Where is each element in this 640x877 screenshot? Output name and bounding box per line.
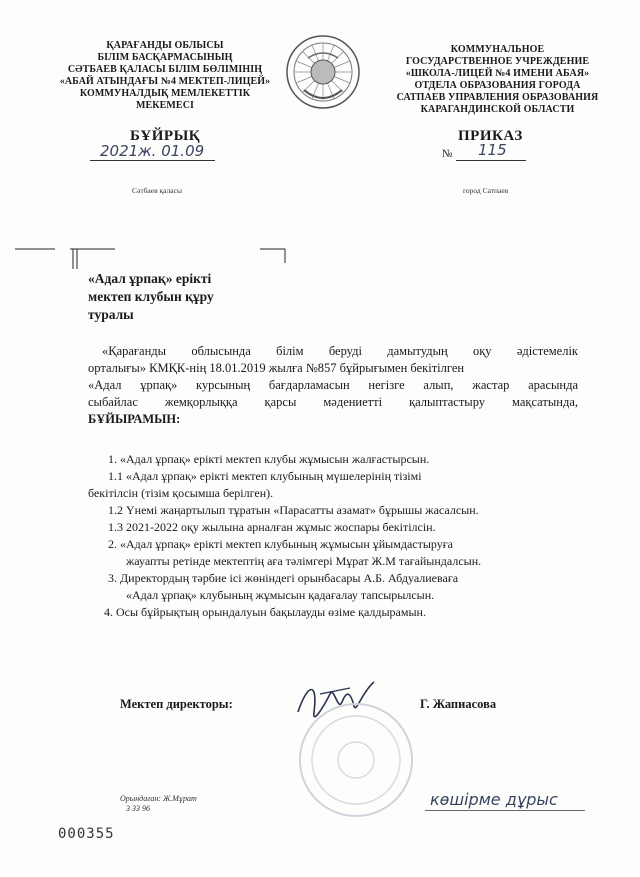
title-line: мектеп клубын құру: [88, 289, 214, 304]
order-items: [88, 451, 588, 621]
order-word: БҰЙЫРАМЫН:: [88, 412, 181, 426]
header-kz-line: «АБАЙ АТЫНДАҒЫ №4 МЕКТЕП-ЛИЦЕЙ»: [59, 76, 271, 87]
order-title: [88, 270, 214, 324]
order-item: 3. Директордың тәрбие ісі жөніндегі орынбасары А.Б. Абдуалиеваға: [108, 571, 459, 585]
order-item: 1.3 2021-2022 оқу жылына арналған жұмыс жоспары бекітілсін.: [108, 520, 436, 534]
header-ru-line: «ШКОЛА-ЛИЦЕЙ №4 ИМЕНИ АБАЯ»: [405, 68, 590, 79]
order-item: 4. Осы бұйрықтың орындалуын бақылауды өзіме қалдырамын.: [104, 605, 426, 619]
executor-phone: 3 33 96: [126, 804, 150, 813]
signature-label: Мектеп директоры:: [120, 697, 233, 711]
header-ru-line: КОММУНАЛЬНОЕ: [450, 44, 545, 55]
date-underline: [90, 160, 215, 161]
city-kz: Сәтбаев қаласы: [132, 186, 182, 195]
number-handwritten: 115: [478, 141, 507, 159]
number-prefix: №: [442, 148, 453, 160]
state-emblem-icon: [284, 30, 362, 114]
signature-name: Г. Жапиасова: [420, 697, 497, 711]
preamble-line: орталығы» КМҚК-нің 18.01.2019 жылға №857 бұйрығымен бекітілген: [88, 361, 465, 375]
header-kz-line: КОММУНАЛДЫҚ МЕМЛЕКЕТТІК: [79, 88, 251, 99]
doc-type-ru: ПРИКАЗ: [458, 128, 523, 144]
header-ru-line: КАРАГАНДИНСКОЙ ОБЛАСТИ: [420, 104, 575, 115]
serial-number: 000355: [58, 826, 115, 842]
executor-line: Орындаған: Ж.Мұрат: [120, 794, 197, 803]
order-item: 1.2 Үнемі жаңартылып тұратын «Парасатты азамат» бұрышы жасалсын.: [108, 503, 479, 517]
doc-type-kz: БҰЙРЫҚ: [130, 128, 201, 144]
seal-icon: [296, 700, 416, 820]
order-item: «Адал ұрпақ» клубының жұмысын қадағалау тапсырылсын.: [126, 588, 435, 602]
header-ru: [365, 44, 630, 116]
executor: [120, 794, 197, 814]
title-corner-marks: [15, 247, 295, 269]
header-ru-line: ОТДЕЛА ОБРАЗОВАНИЯ ГОРОДА: [414, 80, 581, 91]
order-item: 1. «Адал ұрпақ» ерікті мектеп клубы жұмысын жалғастырсын.: [108, 452, 430, 466]
title-line: «Адал ұрпақ» ерікті: [88, 271, 212, 286]
header-kz-line: МЕКЕМЕСІ: [135, 100, 195, 111]
order-item: жауапты ретінде мектептің аға тәлімгері Мұрат Ж.М тағайындалсын.: [126, 554, 482, 568]
header-ru-line: САТПАЕВ УПРАВЛЕНИЯ ОБРАЗОВАНИЯ: [396, 92, 599, 103]
copy-note-underline: [425, 810, 585, 811]
header-kz: [40, 40, 290, 112]
date-handwritten: 2021ж. 01.09: [100, 142, 205, 160]
preamble: [88, 343, 578, 428]
city-ru: город Сатпаев: [463, 186, 509, 195]
preamble-line: «Адал ұрпақ» курсының бағдарламасын негізге алып, жастар арасында: [88, 378, 578, 392]
copy-note-handwritten: көшірме дұрыс: [430, 790, 558, 809]
order-item: 1.1 «Адал ұрпақ» ерікті мектеп клубының мүшелерінің тізімі: [108, 469, 422, 483]
title-line: туралы: [88, 307, 134, 322]
header-kz-line: БІЛІМ БАСҚАРМАСЫНЫҢ: [97, 52, 233, 63]
preamble-line: сыбайлас жемқорлыққа қарсы мәдениетті қалыптастыру мақсатында,: [88, 395, 578, 409]
header-kz-line: ҚАРАҒАНДЫ ОБЛЫСЫ: [106, 40, 224, 51]
preamble-line: «Қарағанды облысында білім беруді дамытудың оқу әдістемелік: [102, 344, 578, 358]
number-underline: [456, 160, 526, 161]
header-ru-line: ГОСУДАРСТВЕННОЕ УЧРЕЖДЕНИЕ: [405, 56, 590, 67]
order-item: 2. «Адал ұрпақ» ерікті мектеп клубының жұмысын ұйымдастыруға: [108, 537, 453, 551]
header-kz-line: СӘТБАЕВ ҚАЛАСЫ БІЛІМ БӨЛІМІНІҢ: [67, 64, 263, 75]
order-item: бекітілсін (тізім қосымша берілген).: [88, 486, 274, 500]
